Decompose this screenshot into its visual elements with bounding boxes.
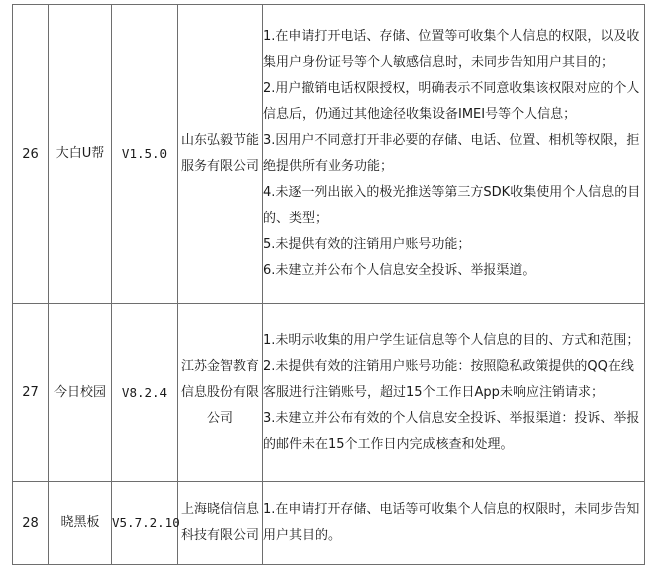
issue-item: 1.未明示收集的用户学生证信息等个人信息的目的、方式和范围； — [263, 332, 640, 348]
issue-item: 4.未逐一列出嵌入的极光推送等第三方SDK收集使用个人信息的目的、类型； — [263, 185, 641, 226]
issue-item: 2.未提供有效的注销用户账号功能：按照隐私政策提供的QQ在线客服进行注销账号，超过15个工作日App未响应注销请求； — [263, 358, 634, 400]
issue-item: 1.在申请打开存储、电话等可收集个人信息的权限时，未同步告知用户其目的。 — [263, 502, 640, 543]
issues-cell — [263, 5, 645, 304]
issue-item: 5.未提供有效的注销用户账号功能； — [263, 237, 471, 252]
company-name: 山东弘毅节能服务有限公司 — [178, 5, 263, 304]
row-number: 27 — [13, 304, 49, 482]
row-number: 28 — [13, 482, 49, 565]
table-row — [13, 304, 645, 482]
app-name: 大白U帮 — [49, 5, 112, 304]
issue-item: 6.未建立并公布个人信息安全投诉、举报渠道。 — [263, 263, 536, 278]
issue-item: 2.用户撤销电话权限授权，明确表示不同意收集该权限对应的个人信息后，仍通过其他途径收集设备IMEI号等个人信息； — [263, 81, 640, 122]
table-row — [13, 5, 645, 304]
company-name: 江苏金智教育信息股份有限公司 — [178, 304, 263, 482]
issue-item: 1.在申请打开电话、存储、位置等可收集个人信息的权限，以及收集用户身份证号等个人敏感信息时，未同步告知用户其目的； — [263, 29, 640, 70]
app-version: V1.5.0 — [112, 5, 178, 304]
issue-item: 3.未建立并公布有效的个人信息安全投诉、举报渠道：投诉、举报的邮件未在15个工作日内完成核查和处理。 — [263, 410, 640, 452]
violations-table — [12, 4, 645, 565]
app-version: V8.2.4 — [112, 304, 178, 482]
issues-cell — [263, 304, 645, 482]
issue-item: 3.因用户不同意打开非必要的存储、电话、位置、相机等权限，拒绝提供所有业务功能； — [263, 133, 640, 174]
table-row — [13, 482, 645, 565]
issues-cell — [263, 482, 645, 565]
app-version: V5.7.2.10 — [112, 482, 178, 565]
company-name: 上海晓信信息科技有限公司 — [178, 482, 263, 565]
app-name: 晓黑板 — [49, 482, 112, 565]
app-name: 今日校园 — [49, 304, 112, 482]
row-number: 26 — [13, 5, 49, 304]
